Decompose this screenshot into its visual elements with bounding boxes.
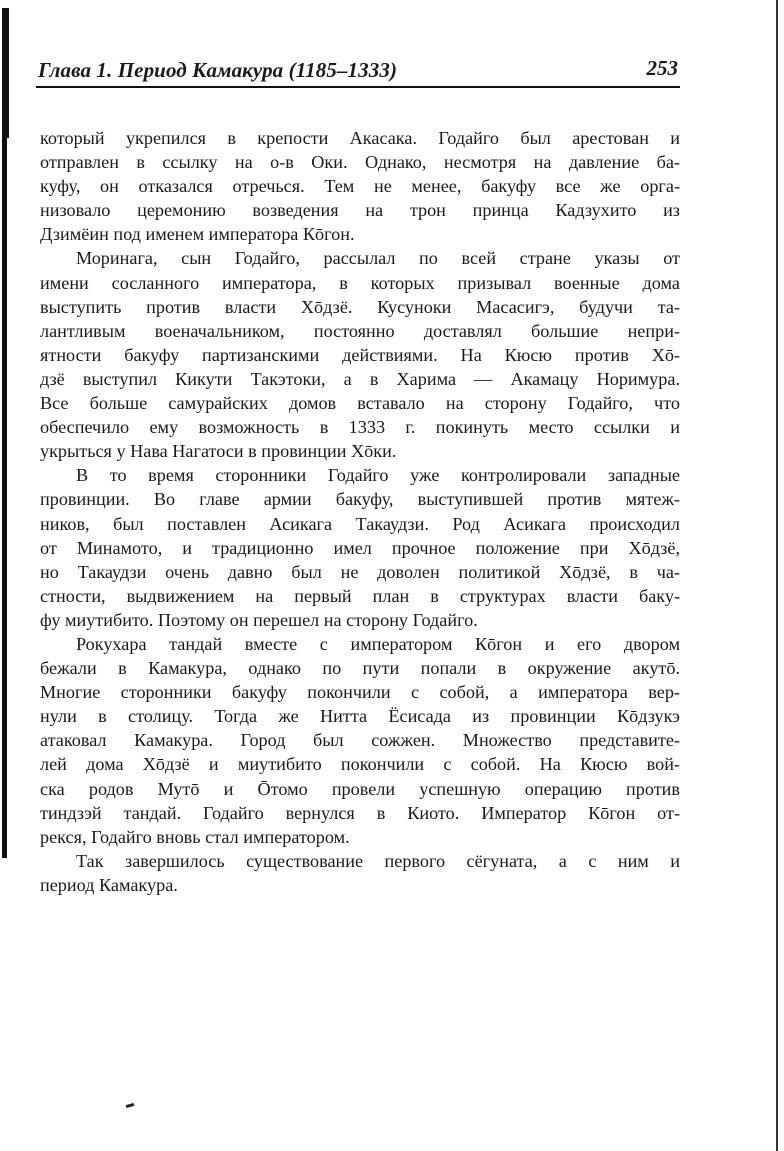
text-line: В то время сторонники Годайго уже контролировали западные bbox=[76, 465, 680, 486]
text-line: тиндзэй тандай. Годайго вернулся в Киото. Император Кōгон от- bbox=[40, 802, 680, 823]
text-line: укрыться у Нава Нагатоси в провинции Хōки. bbox=[40, 441, 397, 462]
paragraph bbox=[40, 246, 680, 463]
text-line: нули в столицу. Тогда же Нитта Ёсисада из провинции Кōдзукэ bbox=[40, 706, 680, 727]
paragraph bbox=[40, 849, 680, 897]
text-line: ска родов Мутō и Ōтомо провели успешную операцию против bbox=[40, 778, 680, 799]
text-line: куфу, он отказался отречься. Тем не менее, бакуфу все же орга- bbox=[40, 176, 680, 197]
text-line: Моринага, сын Годайго, рассылал по всей стране указы от bbox=[76, 248, 680, 269]
text-line: ников, был поставлен Асикага Такаудзи. Род Асикага происходил bbox=[40, 513, 680, 534]
text-line: Все больше самурайских домов вставало на сторону Годайго, что bbox=[40, 393, 680, 414]
running-header bbox=[36, 54, 680, 88]
text-line: Дзимёин под именем императора Кōгон. bbox=[40, 224, 355, 245]
paragraph bbox=[40, 463, 680, 632]
scan-speck bbox=[126, 1103, 135, 1108]
text-line: низовало церемонию возведения на трон принца Кадзухито из bbox=[40, 200, 680, 221]
chapter-title: Глава 1. Период Камакура (1185–1333) bbox=[38, 58, 398, 82]
binding-shadow-top bbox=[2, 8, 9, 138]
text-line: атаковал Камакура. Город был сожжен. Множество представите- bbox=[40, 730, 680, 751]
text-line: но Такаудзи очень давно был не доволен политикой Хōдзё, в ча- bbox=[40, 561, 680, 582]
page-edge-line bbox=[776, 0, 778, 1151]
page-number: 253 bbox=[646, 56, 678, 80]
text-line: отправлен в ссылку на о-в Оки. Однако, несмотря на давление ба- bbox=[40, 152, 680, 173]
body-text bbox=[40, 126, 680, 897]
text-line: Многие сторонники бакуфу покончили с собой, а императора вер- bbox=[40, 682, 680, 703]
text-line: провинции. Во главе армии бакуфу, выступившей против мятеж- bbox=[40, 489, 680, 510]
text-line: период Камакура. bbox=[40, 874, 178, 895]
text-line: который укрепился в крепости Акасака. Годайго был арестован и bbox=[40, 128, 680, 148]
binding-shadow bbox=[2, 138, 7, 858]
text-line: рекся, Годайго вновь стал императором. bbox=[40, 826, 350, 847]
text-line: от Минамото, и традиционно имел прочное положение при Хōдзё, bbox=[40, 537, 680, 558]
text-line: лей дома Хōдзё и миутибито покончили с собой. На Кюсю вой- bbox=[40, 754, 680, 775]
text-line: выступить против власти Хōдзё. Кусуноки Масасигэ, будучи та- bbox=[40, 296, 680, 317]
text-line: Рокухара тандай вместе с императором Кōгон и его двором bbox=[76, 633, 680, 654]
text-line: фу миутибито. Поэтому он перешел на сторону Годайго. bbox=[40, 609, 478, 630]
text-line: стности, выдвижением на первый план в структурах власти баку- bbox=[40, 585, 680, 606]
text-line: дзё выступил Кикути Такэтоки, а в Харима — Акамацу Норимура. bbox=[40, 368, 680, 389]
paragraph bbox=[40, 126, 680, 246]
text-line: лантливым военачальником, постоянно доставлял большие непри- bbox=[40, 320, 680, 341]
text-line: ятности бакуфу партизанскими действиями. На Кюсю против Хō- bbox=[40, 344, 680, 365]
text-line: имени сосланного императора, в которых призывал военные дома bbox=[40, 272, 680, 293]
text-line: Так завершилось существование первого сёгуната, а с ним и bbox=[76, 850, 680, 871]
text-line: бежали в Камакура, однако по пути попали в окружение акутō. bbox=[40, 658, 680, 679]
text-line: обеспечило ему возможность в 1333 г. покинуть место ссылки и bbox=[40, 417, 680, 438]
paragraph bbox=[40, 632, 680, 849]
